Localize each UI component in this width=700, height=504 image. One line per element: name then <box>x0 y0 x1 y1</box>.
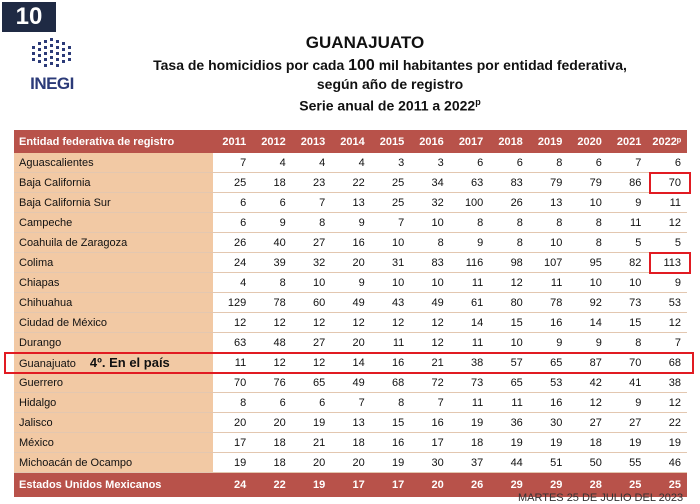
entity-name: Coahuila de Zaragoza <box>19 236 128 249</box>
rate-cell: 12 <box>489 273 529 293</box>
rate-cell: 10 <box>489 333 529 353</box>
column-header-year: 2017 <box>450 130 490 153</box>
entity-name-cell <box>14 433 213 453</box>
rate-cell: 73 <box>450 373 490 393</box>
rate-cell: 86 <box>608 173 648 193</box>
table-row <box>14 273 687 293</box>
rate-cell: 11 <box>608 213 648 233</box>
total-rate-cell: 26 <box>450 473 490 498</box>
entity-name: Jalisco <box>19 416 53 429</box>
rate-cell: 13 <box>529 193 569 213</box>
rate-cell: 13 <box>331 193 371 213</box>
table-row <box>14 373 687 393</box>
rate-cell: 24 <box>213 253 253 273</box>
rate-cell: 20 <box>292 453 332 473</box>
entity-name-cell <box>14 393 213 413</box>
rate-cell: 61 <box>450 293 490 313</box>
rate-cell: 7 <box>647 333 687 353</box>
rate-cell: 49 <box>331 373 371 393</box>
rate-cell: 92 <box>568 293 608 313</box>
rate-cell: 82 <box>608 253 648 273</box>
entity-name: Baja California Sur <box>19 196 111 209</box>
rate-cell: 63 <box>450 173 490 193</box>
entity-name-cell <box>14 253 213 273</box>
column-header-year: 2021 <box>608 130 648 153</box>
rate-cell: 70 <box>213 373 253 393</box>
entity-name-cell <box>14 453 213 473</box>
homicide-rate-table <box>14 130 687 497</box>
entity-name-cell <box>14 273 213 293</box>
rate-cell: 18 <box>568 433 608 453</box>
entity-name: Michoacán de Ocampo <box>19 456 133 469</box>
rate-cell: 20 <box>331 453 371 473</box>
table-row <box>14 293 687 313</box>
rate-cell: 6 <box>213 213 253 233</box>
rate-cell: 12 <box>213 313 253 333</box>
rate-cell: 9 <box>331 213 371 233</box>
rate-cell: 65 <box>489 373 529 393</box>
table-row <box>14 393 687 413</box>
subtitle-line-2: según año de registro <box>316 76 464 92</box>
rate-cell: 16 <box>410 413 450 433</box>
rate-cell: 8 <box>608 333 648 353</box>
entity-name: Campeche <box>19 216 73 229</box>
table-row <box>14 213 687 233</box>
rate-cell: 13 <box>331 413 371 433</box>
rate-cell: 36 <box>489 413 529 433</box>
rate-cell: 23 <box>292 173 332 193</box>
rate-cell: 12 <box>647 213 687 233</box>
entity-name-cell <box>14 333 213 353</box>
rate-cell: 8 <box>450 213 490 233</box>
column-header-year: 2019 <box>529 130 569 153</box>
rate-cell: 8 <box>529 153 569 173</box>
rate-cell: 11 <box>450 393 490 413</box>
entity-name-cell <box>14 353 213 373</box>
rate-cell: 20 <box>213 413 253 433</box>
rate-cell: 4 <box>252 153 292 173</box>
rate-cell: 6 <box>292 393 332 413</box>
rate-cell: 43 <box>371 293 411 313</box>
rate-cell: 76 <box>252 373 292 393</box>
rate-cell: 8 <box>489 213 529 233</box>
rate-cell: 27 <box>568 413 608 433</box>
column-header-year: 2012 <box>252 130 292 153</box>
rate-cell: 20 <box>252 413 292 433</box>
total-rate-cell: 20 <box>410 473 450 498</box>
rate-cell: 49 <box>331 293 371 313</box>
rate-cell: 18 <box>450 433 490 453</box>
rate-cell: 83 <box>410 253 450 273</box>
rate-cell: 21 <box>292 433 332 453</box>
total-row-label: Estados Unidos Mexicanos <box>14 473 213 498</box>
total-rate-cell: 17 <box>371 473 411 498</box>
rate-cell: 129 <box>213 293 253 313</box>
entity-name: Aguascalientes <box>19 156 94 169</box>
table-row <box>14 313 687 333</box>
rate-cell: 3 <box>371 153 411 173</box>
state-title: GUANAJUATO <box>305 33 425 52</box>
column-header-year: 2011 <box>213 130 253 153</box>
rate-cell: 19 <box>608 433 648 453</box>
rate-cell: 8 <box>568 233 608 253</box>
rate-cell: 25 <box>213 173 253 193</box>
rate-cell: 30 <box>410 453 450 473</box>
entity-name-cell <box>14 193 213 213</box>
rate-cell: 18 <box>252 453 292 473</box>
rate-cell: 5 <box>647 233 687 253</box>
rate-cell: 8 <box>292 213 332 233</box>
rate-cell: 15 <box>371 413 411 433</box>
rate-cell: 16 <box>331 233 371 253</box>
rate-cell: 19 <box>450 413 490 433</box>
entity-name: Durango <box>19 336 62 349</box>
rate-cell: 9 <box>252 213 292 233</box>
rate-cell: 41 <box>608 373 648 393</box>
rate-cell: 19 <box>489 433 529 453</box>
rate-cell: 7 <box>331 393 371 413</box>
rate-cell: 65 <box>529 353 569 373</box>
rate-cell: 72 <box>410 373 450 393</box>
rate-cell: 18 <box>331 433 371 453</box>
entity-name: Chiapas <box>19 276 60 289</box>
entity-name-cell <box>14 153 213 173</box>
rate-cell: 30 <box>529 413 569 433</box>
rate-cell: 49 <box>410 293 450 313</box>
rate-cell: 107 <box>529 253 569 273</box>
rate-cell: 6 <box>213 193 253 213</box>
entity-name: Ciudad de México <box>19 316 108 329</box>
rate-cell: 9 <box>529 333 569 353</box>
rate-cell: 25 <box>371 173 411 193</box>
rate-cell: 8 <box>410 233 450 253</box>
rate-cell: 6 <box>568 153 608 173</box>
rate-cell: 7 <box>292 193 332 213</box>
rate-cell: 17 <box>213 433 253 453</box>
page-number-badge: 10 <box>2 2 56 32</box>
subtitle-line-3: Serie anual de 2011 a 2022$^p$ <box>299 97 481 114</box>
rate-cell: 48 <box>252 333 292 353</box>
rate-cell: 26 <box>489 193 529 213</box>
rate-cell: 17 <box>410 433 450 453</box>
rate-cell: 116 <box>450 253 490 273</box>
rate-cell: 16 <box>371 433 411 453</box>
rate-cell: 12 <box>371 313 411 333</box>
rate-cell: 113 <box>647 253 687 273</box>
report-subtitle <box>80 56 700 115</box>
rate-cell: 51 <box>529 453 569 473</box>
rate-cell: 12 <box>331 313 371 333</box>
rate-cell: 18 <box>252 173 292 193</box>
entity-name-cell <box>14 313 213 333</box>
rate-cell: 16 <box>371 353 411 373</box>
rate-cell: 15 <box>608 313 648 333</box>
column-header-year: 2014 <box>331 130 371 153</box>
rate-cell: 57 <box>489 353 529 373</box>
rate-cell: 16 <box>529 393 569 413</box>
rate-cell: 50 <box>568 453 608 473</box>
rate-cell: 55 <box>608 453 648 473</box>
rate-cell: 32 <box>410 193 450 213</box>
rate-cell: 9 <box>450 233 490 253</box>
rate-cell: 6 <box>450 153 490 173</box>
rate-cell: 38 <box>450 353 490 373</box>
column-header-year: 2022ᵖ <box>647 130 687 153</box>
rate-cell: 12 <box>410 333 450 353</box>
rate-cell: 32 <box>292 253 332 273</box>
rate-cell: 46 <box>647 453 687 473</box>
rate-cell: 16 <box>529 313 569 333</box>
rate-cell: 19 <box>292 413 332 433</box>
rate-cell: 79 <box>529 173 569 193</box>
entity-name: Guanajuato <box>19 358 76 370</box>
table-row <box>14 453 687 473</box>
rate-cell: 10 <box>371 273 411 293</box>
table-row <box>14 193 687 213</box>
rate-cell: 22 <box>331 173 371 193</box>
total-rate-cell: 25 <box>608 473 648 498</box>
column-header-year: 2015 <box>371 130 411 153</box>
table-row <box>14 413 687 433</box>
rate-cell: 8 <box>252 273 292 293</box>
rate-cell: 9 <box>647 273 687 293</box>
entity-name-cell <box>14 173 213 193</box>
rate-cell: 22 <box>647 413 687 433</box>
rate-cell: 11 <box>213 353 253 373</box>
rate-cell: 42 <box>568 373 608 393</box>
column-header-entity: Entidad federativa de registro <box>14 130 213 153</box>
rate-cell: 27 <box>292 333 332 353</box>
rate-cell: 19 <box>371 453 411 473</box>
total-rate-cell: 29 <box>529 473 569 498</box>
rate-cell: 65 <box>292 373 332 393</box>
rate-cell: 18 <box>252 433 292 453</box>
total-rate-cell: 25 <box>647 473 687 498</box>
rate-cell: 26 <box>213 233 253 253</box>
rate-cell: 7 <box>371 213 411 233</box>
total-rate-cell: 24 <box>213 473 253 498</box>
rate-cell: 3 <box>410 153 450 173</box>
rate-cell: 20 <box>331 333 371 353</box>
total-rate-cell: 22 <box>252 473 292 498</box>
rate-cell: 9 <box>568 333 608 353</box>
rate-cell: 4 <box>213 273 253 293</box>
rate-cell: 12 <box>252 353 292 373</box>
rate-cell: 87 <box>568 353 608 373</box>
rate-cell: 4 <box>292 153 332 173</box>
rate-cell: 100 <box>450 193 490 213</box>
rate-cell: 19 <box>213 453 253 473</box>
rate-cell: 12 <box>568 393 608 413</box>
rate-cell: 8 <box>489 233 529 253</box>
rate-cell: 78 <box>529 293 569 313</box>
rate-cell: 12 <box>292 353 332 373</box>
rate-cell: 14 <box>331 353 371 373</box>
national-rank-note: 4º. En el país <box>89 355 170 370</box>
total-rate-cell: 19 <box>292 473 332 498</box>
rate-cell: 5 <box>608 233 648 253</box>
column-header-year: 2013 <box>292 130 332 153</box>
rate-cell: 11 <box>450 333 490 353</box>
rate-cell: 95 <box>568 253 608 273</box>
rate-cell: 6 <box>252 393 292 413</box>
entity-name: Chihuahua <box>19 296 73 309</box>
rate-cell: 21 <box>410 353 450 373</box>
entity-name: Baja California <box>19 176 91 189</box>
rate-cell: 70 <box>647 173 687 193</box>
rate-cell: 8 <box>529 213 569 233</box>
rate-cell: 38 <box>647 373 687 393</box>
rate-cell: 6 <box>489 153 529 173</box>
rate-cell: 34 <box>410 173 450 193</box>
rate-cell: 68 <box>647 353 687 373</box>
rate-cell: 39 <box>252 253 292 273</box>
rate-cell: 19 <box>529 433 569 453</box>
entity-name-cell <box>14 373 213 393</box>
rate-cell: 15 <box>489 313 529 333</box>
entity-name: Guerrero <box>19 376 64 389</box>
rate-cell: 11 <box>450 273 490 293</box>
rate-cell: 70 <box>608 353 648 373</box>
entity-name-cell <box>14 293 213 313</box>
rate-cell: 6 <box>647 153 687 173</box>
rate-cell: 27 <box>608 413 648 433</box>
rate-cell: 78 <box>252 293 292 313</box>
rate-cell: 11 <box>371 333 411 353</box>
rate-cell: 12 <box>410 313 450 333</box>
rate-cell: 10 <box>410 213 450 233</box>
rate-cell: 44 <box>489 453 529 473</box>
rate-cell: 10 <box>292 273 332 293</box>
table-row <box>14 233 687 253</box>
column-header-year: 2016 <box>410 130 450 153</box>
rate-cell: 8 <box>213 393 253 413</box>
rate-cell: 68 <box>371 373 411 393</box>
rate-cell: 10 <box>608 273 648 293</box>
rate-cell: 63 <box>213 333 253 353</box>
rate-cell: 11 <box>489 393 529 413</box>
rate-cell: 8 <box>568 213 608 233</box>
rate-cell: 12 <box>252 313 292 333</box>
table-header-row <box>14 130 687 153</box>
rate-cell: 60 <box>292 293 332 313</box>
rate-cell: 4 <box>331 153 371 173</box>
rate-cell: 20 <box>331 253 371 273</box>
rate-cell: 80 <box>489 293 529 313</box>
rate-cell: 11 <box>529 273 569 293</box>
rate-cell: 7 <box>608 153 648 173</box>
rate-cell: 37 <box>450 453 490 473</box>
rate-cell: 25 <box>371 193 411 213</box>
rate-cell: 9 <box>608 193 648 213</box>
rate-cell: 40 <box>252 233 292 253</box>
entity-name-cell <box>14 413 213 433</box>
column-header-year: 2018 <box>489 130 529 153</box>
rate-cell: 53 <box>529 373 569 393</box>
rate-cell: 73 <box>608 293 648 313</box>
total-rate-cell: 17 <box>331 473 371 498</box>
rate-cell: 83 <box>489 173 529 193</box>
rate-cell: 14 <box>450 313 490 333</box>
table-row <box>14 153 687 173</box>
rate-cell: 9 <box>331 273 371 293</box>
table-row <box>14 433 687 453</box>
rate-cell: 7 <box>410 393 450 413</box>
rate-cell: 19 <box>647 433 687 453</box>
rate-cell: 10 <box>568 273 608 293</box>
rate-cell: 14 <box>568 313 608 333</box>
entity-name: Colima <box>19 256 54 269</box>
table-row <box>14 253 687 273</box>
footer-date: MARTES 25 DE JULIO DEL 2023 <box>518 492 684 504</box>
rate-cell: 12 <box>292 313 332 333</box>
rate-cell: 12 <box>647 313 687 333</box>
rate-cell: 12 <box>647 393 687 413</box>
rate-cell: 10 <box>371 233 411 253</box>
table-row <box>14 353 687 373</box>
table-row <box>14 173 687 193</box>
rate-cell: 10 <box>568 193 608 213</box>
table-row <box>14 333 687 353</box>
rate-cell: 6 <box>252 193 292 213</box>
rate-cell: 11 <box>647 193 687 213</box>
total-rate-cell: 29 <box>489 473 529 498</box>
rate-cell: 27 <box>292 233 332 253</box>
entity-name-cell <box>14 233 213 253</box>
rate-cell: 31 <box>371 253 411 273</box>
entity-name: México <box>19 436 54 449</box>
rate-cell: 9 <box>608 393 648 413</box>
rate-cell: 10 <box>410 273 450 293</box>
rate-cell: 10 <box>529 233 569 253</box>
rate-cell: 79 <box>568 173 608 193</box>
rate-cell: 7 <box>213 153 253 173</box>
entity-name-cell <box>14 213 213 233</box>
rate-cell: 8 <box>371 393 411 413</box>
rate-cell: 53 <box>647 293 687 313</box>
column-header-year: 2020 <box>568 130 608 153</box>
rate-cell: 98 <box>489 253 529 273</box>
logo-text: INEGI <box>30 74 74 93</box>
entity-name: Hidalgo <box>19 396 57 409</box>
subtitle-line-1: Tasa de homicidios por cada 100 mil habitantes por entidad federativa, <box>153 57 627 74</box>
total-rate-cell: 28 <box>568 473 608 498</box>
